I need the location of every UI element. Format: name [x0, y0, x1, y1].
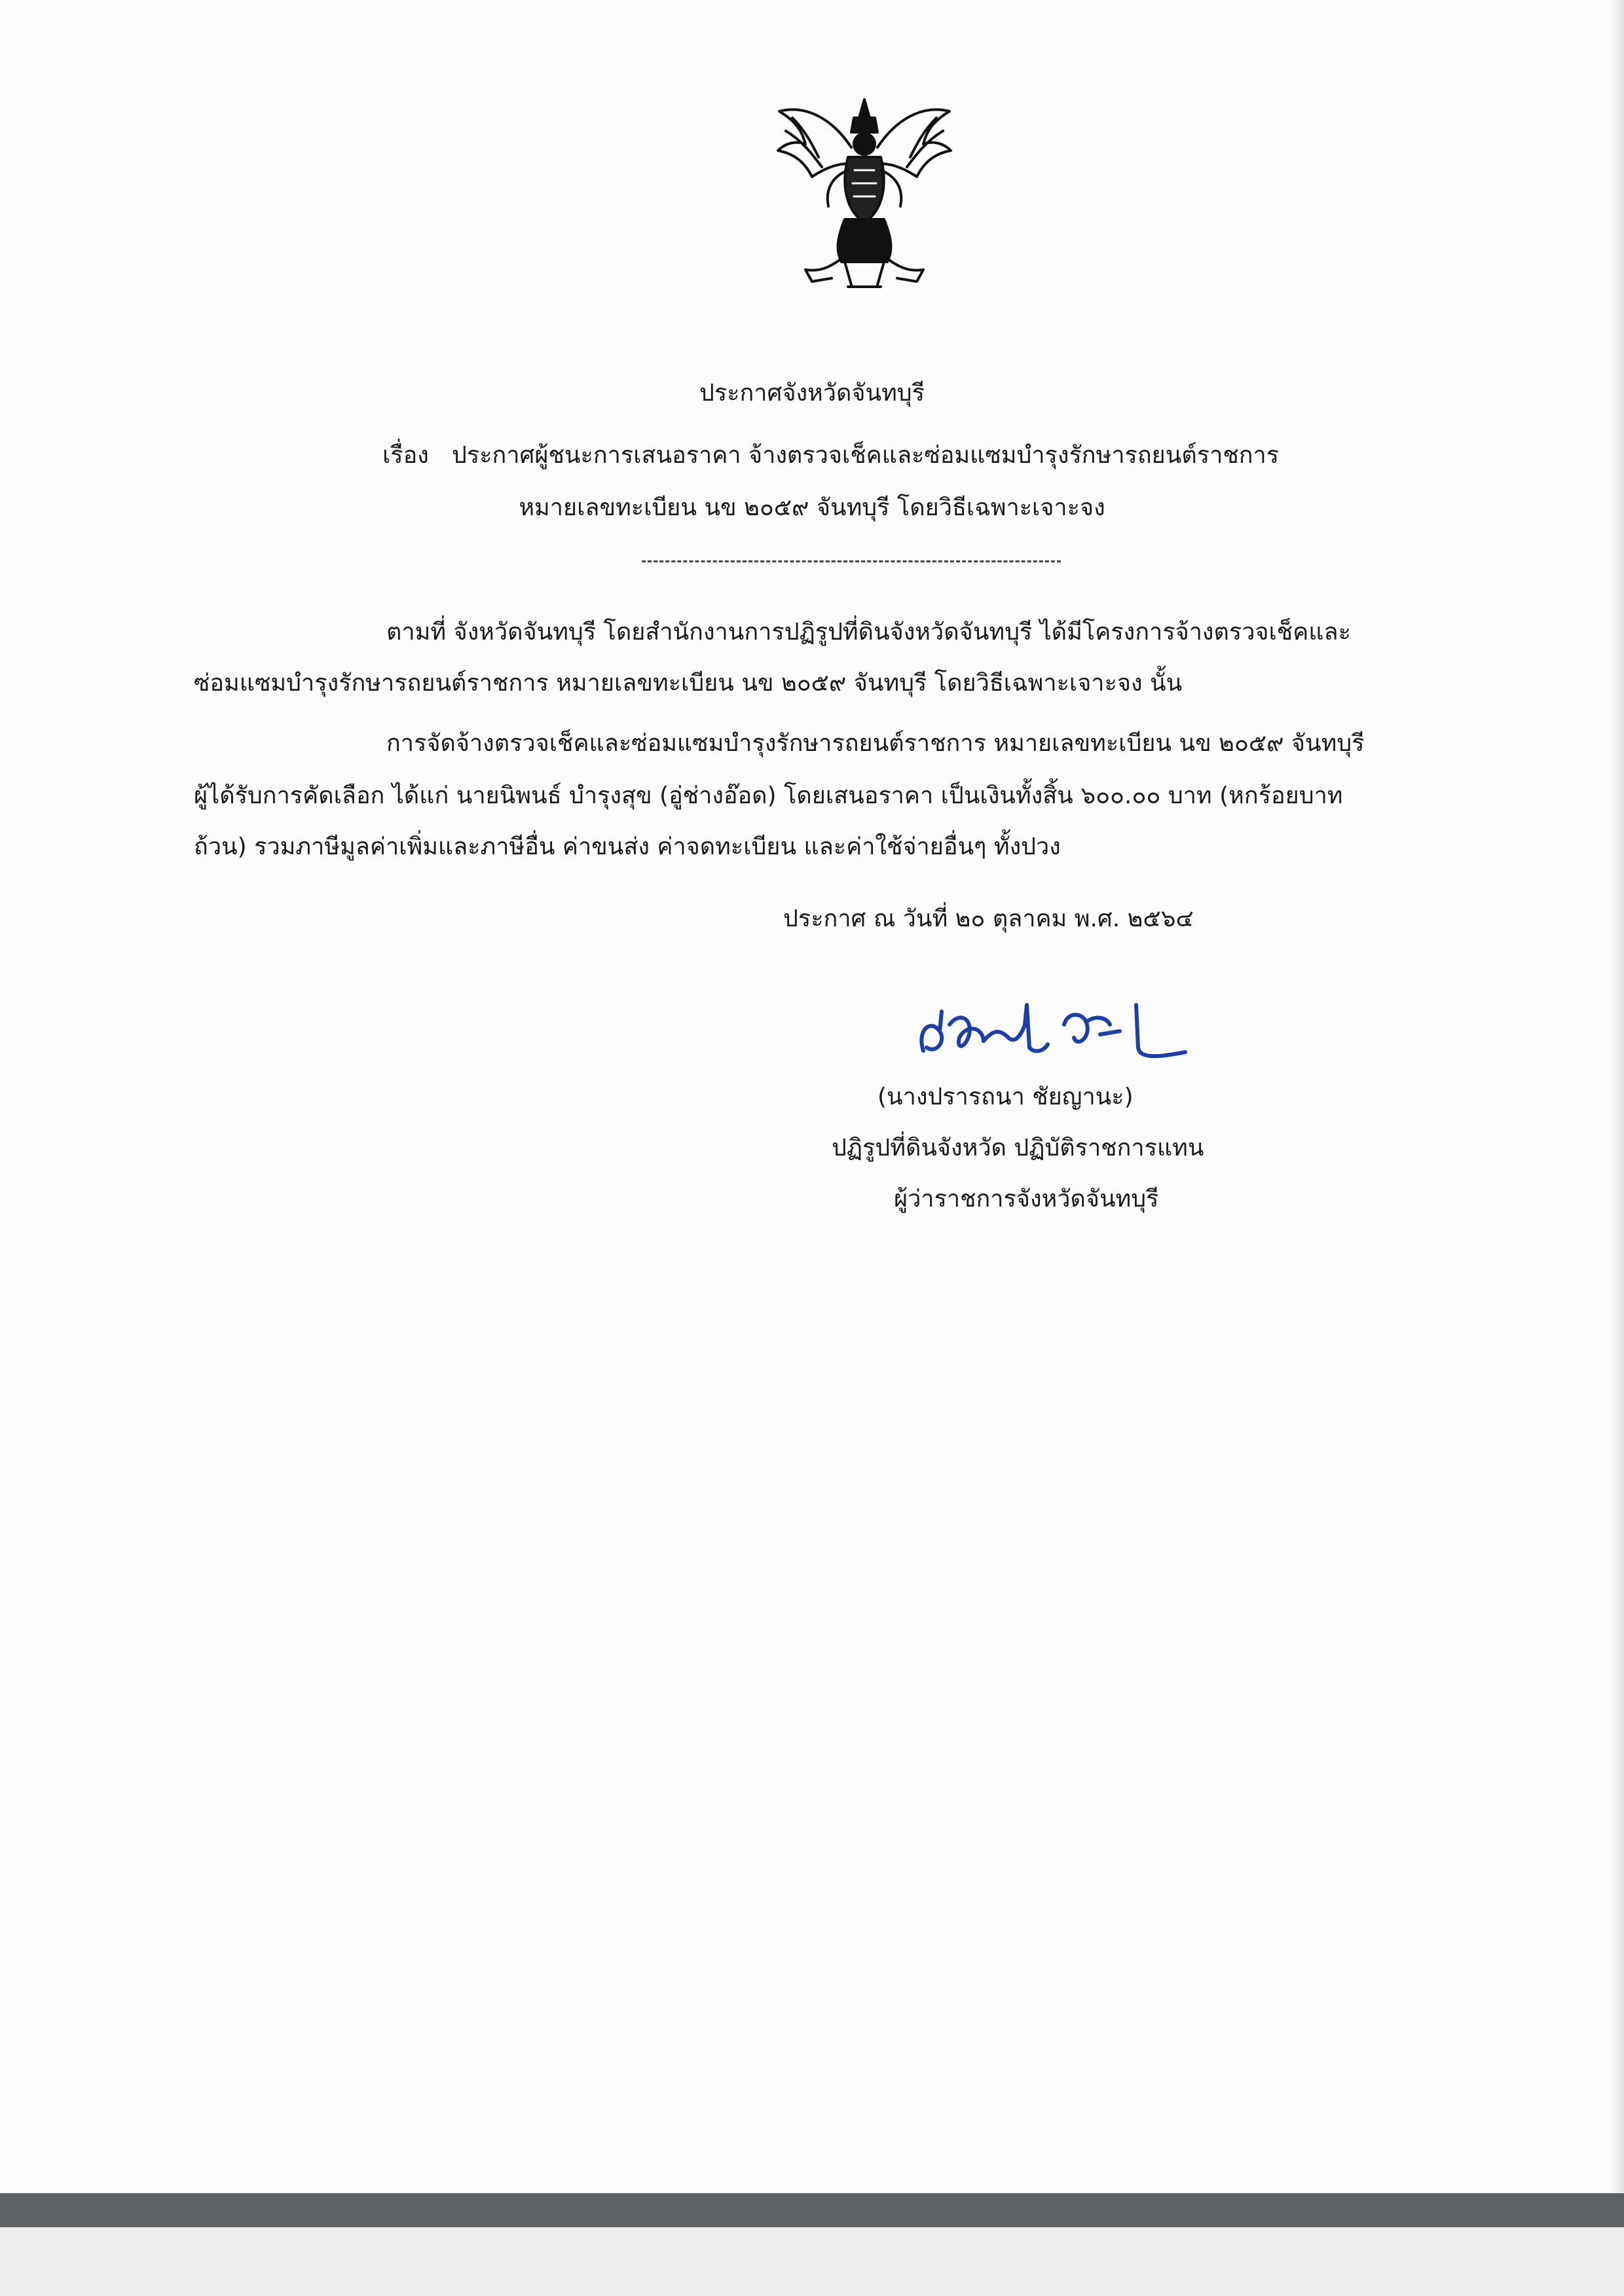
garuda-emblem-icon: [766, 92, 963, 295]
paragraph-1-line-2: ซ่อมแซมบำรุงรักษารถยนต์ราชการ หมายเลขทะเบียน นข ๒๐๕๙ จันทบุรี โดยวิธีเฉพาะเจาะจง นั้น: [194, 670, 1183, 697]
scanner-shadow-band: [0, 2193, 1624, 2227]
scan-bottom-margin: [0, 2227, 1624, 2296]
signatory-position-2: ผู้ว่าราชการจังหวัดจันทบุรี: [894, 1186, 1159, 1212]
subject-line-1: ประกาศผู้ชนะการเสนอราคา จ้างตรวจเช็คและซ่อมแซมบำรุงรักษารถยนต์ราชการ: [452, 442, 1280, 469]
announcement-date: ประกาศ ณ วันที่ ๒๐ ตุลาคม พ.ศ. ๒๕๖๔: [783, 905, 1194, 932]
signatory-position-1: ปฏิรูปที่ดินจังหวัด ปฏิบัติราชการแทน: [832, 1135, 1204, 1161]
signatory-name: (นางปรารถนา ชัยญานะ): [877, 1084, 1134, 1110]
paragraph-2-line-2: ผู้ได้รับการคัดเลือก ได้แก่ นายนิพนธ์ บำรุงสุข (อู่ช่างอ๊อด) โดยเสนอราคา เป็นเงินทั้งสิ้น ๖๐๐.๐๐ บาท (หกร้อยบาท: [194, 782, 1343, 809]
subject-label: เรื่อง: [382, 442, 429, 469]
paragraph-1-line-1: ตามที่ จังหวัดจันทบุรี โดยสำนักงานการปฏิรูปที่ดินจังหวัดจันทบุรี ได้มีโครงการจ้างตรวจเช็คและ: [386, 619, 1351, 646]
paragraph-2-line-1: การจัดจ้างตรวจเช็คและซ่อมแซมบำรุงรักษารถยนต์ราชการ หมายเลขทะเบียน นข ๒๐๕๙ จันทบุรี: [386, 730, 1365, 757]
paragraph-2-line-3: ถ้วน) รวมภาษีมูลค่าเพิ่มและภาษีอื่น ค่าขนส่ง ค่าจดทะเบียน และค่าใช้จ่ายอื่นๆ ทั้งปวง: [194, 833, 1061, 860]
page-edge-shadow: [1610, 0, 1624, 2193]
announcement-title: ประกาศจังหวัดจันทบุรี: [699, 380, 925, 407]
subject-line-2: หมายเลขทะเบียน นข ๒๐๕๙ จันทบุรี โดยวิธีเฉพาะเจาะจง: [519, 494, 1105, 521]
separator-line: [642, 560, 1061, 562]
handwritten-signature: [910, 985, 1238, 1077]
